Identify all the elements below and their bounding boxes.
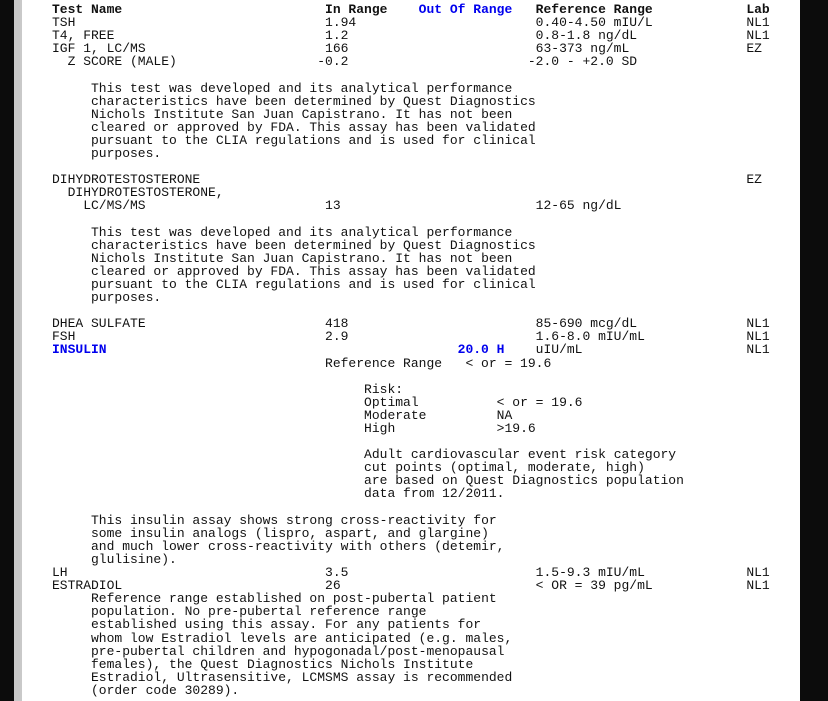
estradiol-note-line [52, 671, 792, 684]
result-row-dht-sub [52, 186, 792, 199]
test-value: -0.2 [317, 54, 349, 70]
left-edge-bar [0, 0, 14, 701]
blank-line [52, 213, 792, 226]
test-name: T4, FREE [52, 28, 115, 44]
assay-note-line [52, 540, 792, 553]
test-value: 418 [325, 316, 349, 332]
test-lab: NL1 [746, 578, 770, 594]
disclaimer-line [52, 82, 792, 95]
test-name: ESTRADIOL [52, 578, 123, 594]
blank-line [52, 370, 792, 383]
test-ref: < OR = 39 pg/mL [535, 578, 653, 594]
test-value: 3.5 [325, 565, 349, 581]
test-lab: NL1 [746, 28, 770, 44]
result-row-fsh [52, 330, 792, 343]
result-row-t4-free [52, 29, 792, 42]
estradiol-note-text: pre-pubertal children and hypogonadal/post-menopausal [91, 643, 505, 659]
test-value: 1.94 [325, 15, 357, 31]
test-ref: 1.5-9.3 mIU/mL [535, 565, 645, 581]
test-ref: 0.40-4.50 mIU/L [535, 15, 653, 31]
test-lab: EZ [746, 172, 762, 188]
cardio-note-text: data from 12/2011. [364, 486, 505, 502]
disclaimer-text: pursuant to the CLIA regulations and is used for clinical [91, 276, 536, 292]
cardio-note-text: Adult cardiovascular event risk category [364, 447, 677, 463]
assay-note-text: some insulin analogs (lispro, aspart, and glargine) [91, 525, 489, 541]
estradiol-note-text: whom low Estradiol levels are anticipated (e.g. males, [91, 630, 513, 646]
test-sub-name: DIHYDROTESTOSTERONE, [67, 185, 224, 201]
disclaimer-line [52, 265, 792, 278]
estradiol-note-text: established using this assay. For any patients for [91, 617, 482, 633]
assay-note-text: and much lower cross-reactivity with others (detemir, [91, 538, 505, 554]
risk-row-high [52, 422, 792, 435]
disclaimer-text: characteristics have been determined by Quest Diagnostics [91, 237, 536, 253]
test-unit: uIU/mL [535, 342, 583, 358]
estradiol-note-text: Estradiol, Ultrasensitive, LCMSMS assay is recommended [91, 669, 513, 685]
disclaimer-line [52, 239, 792, 252]
estradiol-note-line [52, 684, 792, 697]
disclaimer-line [52, 95, 792, 108]
risk-value: NA [496, 407, 513, 423]
blank-line [52, 68, 792, 81]
test-name: DHEA SULFATE [52, 316, 146, 332]
column-header-row [52, 3, 792, 16]
test-method: LC/MS/MS [83, 198, 146, 214]
test-ref: 85-690 mcg/dL [535, 316, 638, 332]
cardio-note-line [52, 487, 792, 500]
blank-line [52, 304, 792, 317]
test-value: 1.2 [325, 28, 349, 44]
disclaimer-line [52, 252, 792, 265]
test-name: DIHYDROTESTOSTERONE [52, 172, 201, 188]
test-name: FSH [52, 329, 76, 345]
col-header-in-range: In Range [325, 2, 388, 17]
disclaimer-text: cleared or approved by FDA. This assay has been validated [91, 263, 536, 279]
test-value: 13 [325, 198, 341, 214]
disclaimer-text: purposes. [91, 146, 162, 162]
result-row-dhea-sulfate [52, 317, 792, 330]
test-lab: NL1 [746, 329, 770, 345]
disclaimer-text: cleared or approved by FDA. This assay has been validated [91, 119, 536, 135]
result-row-lh [52, 566, 792, 579]
test-value: 2.9 [325, 329, 349, 345]
test-ref: 12-65 ng/dL [535, 198, 622, 214]
insulin-reference-line [52, 357, 792, 370]
col-header-out-of-range: Out Of Range [418, 2, 513, 17]
assay-note-text: This insulin assay shows strong cross-reactivity for [91, 512, 497, 528]
disclaimer-line [52, 291, 792, 304]
disclaimer-text: pursuant to the CLIA regulations and is used for clinical [91, 132, 536, 148]
disclaimer-text: Nichols Institute San Juan Capistrano. It has not been [91, 250, 513, 266]
test-lab: NL1 [746, 342, 770, 358]
risk-value: >19.6 [496, 421, 536, 436]
disclaimer-text: characteristics have been determined by Quest Diagnostics [91, 93, 536, 109]
test-value: 166 [325, 41, 349, 57]
test-ref: 0.8-1.8 ng/dL [535, 28, 638, 44]
test-name: IGF 1, LC/MS [52, 41, 146, 57]
risk-label: Moderate [364, 407, 427, 423]
col-header-reference-range: Reference Range [535, 2, 653, 17]
assay-note-line [52, 553, 792, 566]
disclaimer-line [52, 147, 792, 160]
estradiol-note-text: population. No pre-pubertal reference range [91, 604, 427, 620]
test-name: Z SCORE (MALE) [67, 54, 177, 70]
test-ref: -2.0 - +2.0 SD [527, 54, 638, 70]
test-name: LH [52, 565, 68, 581]
test-name: INSULIN [52, 342, 107, 358]
test-lab: NL1 [746, 565, 770, 581]
risk-row-optimal [52, 396, 792, 409]
estradiol-note-text: (order code 30289). [91, 682, 240, 698]
disclaimer-line [52, 226, 792, 239]
report-body [52, 3, 792, 697]
assay-note-line [52, 514, 792, 527]
test-ref: 1.6-8.0 mIU/mL [535, 329, 645, 345]
risk-label: Optimal [364, 394, 419, 410]
estradiol-note-line [52, 645, 792, 658]
disclaimer-line [52, 121, 792, 134]
col-header-test-name: Test Name [52, 2, 123, 17]
result-row-tsh [52, 16, 792, 29]
estradiol-note-line [52, 618, 792, 631]
risk-title: Risk: [364, 381, 404, 397]
disclaimer-line [52, 108, 792, 121]
disclaimer-text: Nichols Institute San Juan Capistrano. It has not been [91, 106, 513, 122]
result-row-insulin [52, 343, 792, 356]
test-lab: NL1 [746, 316, 770, 332]
left-edge-shading [14, 0, 22, 701]
disclaimer-text: purposes. [91, 290, 162, 306]
test-ref: 63-373 ng/mL [535, 41, 630, 57]
result-row-z-score [52, 55, 792, 68]
estradiol-note-line [52, 658, 792, 671]
test-lab: NL1 [746, 15, 770, 31]
col-header-lab: Lab [746, 2, 770, 17]
estradiol-note-line [52, 632, 792, 645]
reference-value: < or = 19.6 [465, 355, 552, 371]
reference-label: Reference Range [325, 355, 443, 371]
test-lab: EZ [746, 41, 762, 57]
out-of-range-value: 20.0 H [457, 342, 505, 358]
disclaimer-text: This test was developed and its analytical performance [91, 224, 513, 240]
disclaimer-line [52, 278, 792, 291]
risk-row-moderate [52, 409, 792, 422]
estradiol-note-text: Reference range established on post-pubertal patient [91, 591, 497, 607]
risk-title-line [52, 383, 792, 396]
blank-line [52, 501, 792, 514]
disclaimer-line [52, 134, 792, 147]
test-name: TSH [52, 15, 76, 31]
risk-label: High [364, 421, 396, 436]
disclaimer-text: This test was developed and its analytical performance [91, 80, 513, 96]
estradiol-note-text: females), the Quest Diagnostics Nichols Institute [91, 656, 474, 672]
test-value: 26 [325, 578, 341, 594]
assay-note-text: glulisine). [91, 551, 177, 567]
risk-value: < or = 19.6 [496, 394, 583, 410]
right-edge-bar [800, 0, 828, 701]
result-row-dht-method [52, 199, 792, 212]
cardio-note-text: cut points (optimal, moderate, high) [364, 460, 645, 476]
cardio-note-text: are based on Quest Diagnostics population [364, 473, 684, 489]
assay-note-line [52, 527, 792, 540]
